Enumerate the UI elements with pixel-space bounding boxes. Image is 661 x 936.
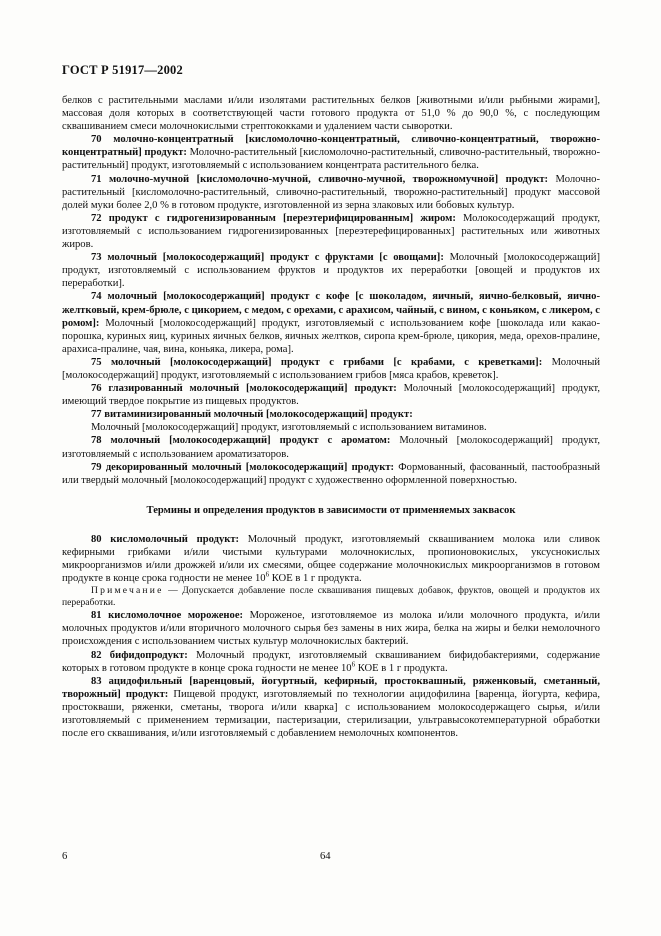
term-title: 76 глазированный молочный [молокосодержащий] продукт: — [91, 383, 397, 395]
term-definition: Мороженое, изготовляемое из молока и/или молочного продукта, и/или молочных продуктов и/или вторичного молочного сырья без замены в них жира, белка на жиры и белки немолочного происхождения с использованием чистых культур молочнокислых бактерий. — [62, 610, 600, 648]
note-label: Примечание — [91, 585, 164, 597]
term-77 — [62, 408, 600, 421]
term-77-definition: Молочный [молокосодержащий] продукт, изготовляемый с использованием витаминов. — [91, 422, 487, 434]
term-title: 74 молочный [молокосодержащий] продукт с кофе [с шоколадом, яичный, яично-белковый, яично-желтковый, крем-брюле, с цикорием, с медом, с орехами, с арахисом, чайный, с вином, с коньяком, с ликером, с ромом]: — [62, 291, 600, 329]
term-81 — [62, 609, 600, 648]
term-83 — [62, 675, 600, 740]
note — [62, 585, 600, 609]
term-title: 80 кисломолочный продукт: — [91, 533, 240, 545]
term-82: 82 бифидопродукт: Молочный продукт, изготовляемый сквашиванием бифидобактериями, содержание которых в готовом продукте в конце срока годности не менее $10^6$ КОЕ в 1 г продукта. — [62, 649, 600, 674]
term-78 — [62, 434, 600, 460]
term-75 — [62, 356, 600, 382]
note-text: — Допускается добавление после сквашивания пищевых добавок, фруктов, овощей и продуктов их переработки. — [62, 585, 600, 609]
term-79 — [62, 461, 600, 487]
term-80: 80 кисломолочный продукт: Молочный продукт, изготовляемый сквашиванием молока или сливок кефирными грибками и/или чистыми культурами молочнокислых, пропионовокислых, уксуснокислых микроорганизмов и/или дрожжей и/или их смесями, общее содержание молочнокислых микроорганизмов в готовом продукте в конце срока годности не менее $10^6$ КОЕ в 1 г продукта. — [62, 533, 600, 585]
term-76 — [62, 382, 600, 408]
exponent: 6 — [351, 660, 356, 669]
term-title: 72 продукт с гидрогенизированным [переэтерифицированным] жиром: — [91, 212, 456, 224]
term-title: 70 молочно-концентратный [кисломолочно-концентратный, сливочно-концентратный, творожно-концентратный] продукт: — [62, 134, 600, 159]
term-title: 73 молочный [молокосодержащий] продукт с фруктами [с овощами]: — [91, 252, 444, 264]
term-title: 71 молочно-мучной [кисломолочно-мучной, сливочно-мучной, творожномучной] продукт: — [91, 173, 549, 185]
term-74 — [62, 290, 600, 355]
term-definition: Молочный [молокосодержащий] продукт, имеющий твердое покрытие из пищевых продуктов. — [62, 383, 600, 408]
term-70 — [62, 133, 600, 172]
term-title: 81 кисломолочное мороженое: — [91, 610, 244, 622]
page-number-left: 6 — [62, 851, 68, 862]
term-definition: Формованный, фасованный, пастообразный или твердый молочный [молокосодержащий] продукт с художественно оформленной поверхностью. — [62, 461, 600, 486]
term-72 — [62, 212, 600, 251]
term-73 — [62, 251, 600, 290]
term-definition: Пищевой продукт, изготовляемый по технологии ацидофилина [варенца, йогурта, кефира, простокваши, ряженки, сметаны, творога и/или кварка] с использованием молокосодержащего сырья, и/или изготовляемый с применением термизации, пастеризации, стерилизации, ультравысокотемпературной обработки после его сквашивания, и/или изготовляемый с добавлением немолочных компонентов. — [62, 688, 601, 740]
term-title: 83 ацидофильный [варенцовый, йогуртный, кефирный, простоквашный, ряженковый, сметанный, творожный] продукт: — [62, 675, 600, 700]
body-text — [62, 94, 600, 740]
term-title: 75 молочный [молокосодержащий] продукт с грибами [с крабами, с креветками]: — [91, 356, 543, 368]
term-definition: Молокосодержащий продукт, изготовляемый с использованием гидрогенизированных [переэтерефицированных] растительных или животных жиров. — [62, 212, 600, 251]
term-definition: Молочно-растительный [кисломолочно-растительный, сливочно-растительный, творожно-растительный] продукт, изготовляемый с использованием концентрата растительного белка. — [62, 147, 600, 172]
term-definition: Молочный [молокосодержащий] продукт, изготовляемый с использованием фруктов и продуктов их переработки [овощей и продуктов их переработки]. — [62, 252, 600, 290]
section-heading: Термины и определения продуктов в зависимости от применяемых заквасок — [146, 504, 516, 516]
term-title: 82 бифидопродукт: — [91, 649, 188, 661]
term-definition: Молочный [молокосодержащий] продукт, изготовляемый с использованием грибов [мяса крабов, креветок]. — [62, 356, 600, 381]
term-title: 78 молочный [молокосодержащий] продукт с ароматом: — [91, 435, 391, 447]
document-code: ГОСТ Р 51917—2002 — [62, 63, 183, 77]
term-title: 79 декорированный молочный [молокосодержащий] продукт: — [91, 461, 395, 473]
term-definition: Молочно-растительный [кисломолочно-растительный, сливочно-растительный, творожно-растительный] продукт массовой долей муки более 2,0 % в готовом продукте, изготовленной из зерна злаковых или бобовых культур. — [62, 173, 600, 211]
term-title: 77 витаминизированный молочный [молокосодержащий] продукт: — [91, 409, 413, 421]
exponent: 6 — [265, 570, 270, 579]
paragraph-continuation: белков с растительными маслами и/или изолятами растительных белков [животными и/или рыбными жирами], массовая доля которых в соответствующей части готового продукта от 51,0 % до 90,0 %, с последующим сквашиванием смеси молочнокислыми стрептококками и удалением части сыворотки. — [62, 95, 600, 133]
term-definition: Молочный [молокосодержащий] продукт, изготовляемый с использованием кофе [шоколада или какао-порошка, куриных яиц, куриных яичных белков, яичных желтков, сиропа крем-брюле, цикория, меда, орехов-пралине, арахиса-пралине, чая, вина, коньяка, ликера, рома]. — [62, 317, 600, 355]
term-definition: Молочный [молокосодержащий] продукт, изготовляемый с использованием ароматизаторов. — [62, 435, 600, 460]
page-number-center: 64 — [320, 851, 331, 862]
term-71 — [62, 173, 600, 212]
